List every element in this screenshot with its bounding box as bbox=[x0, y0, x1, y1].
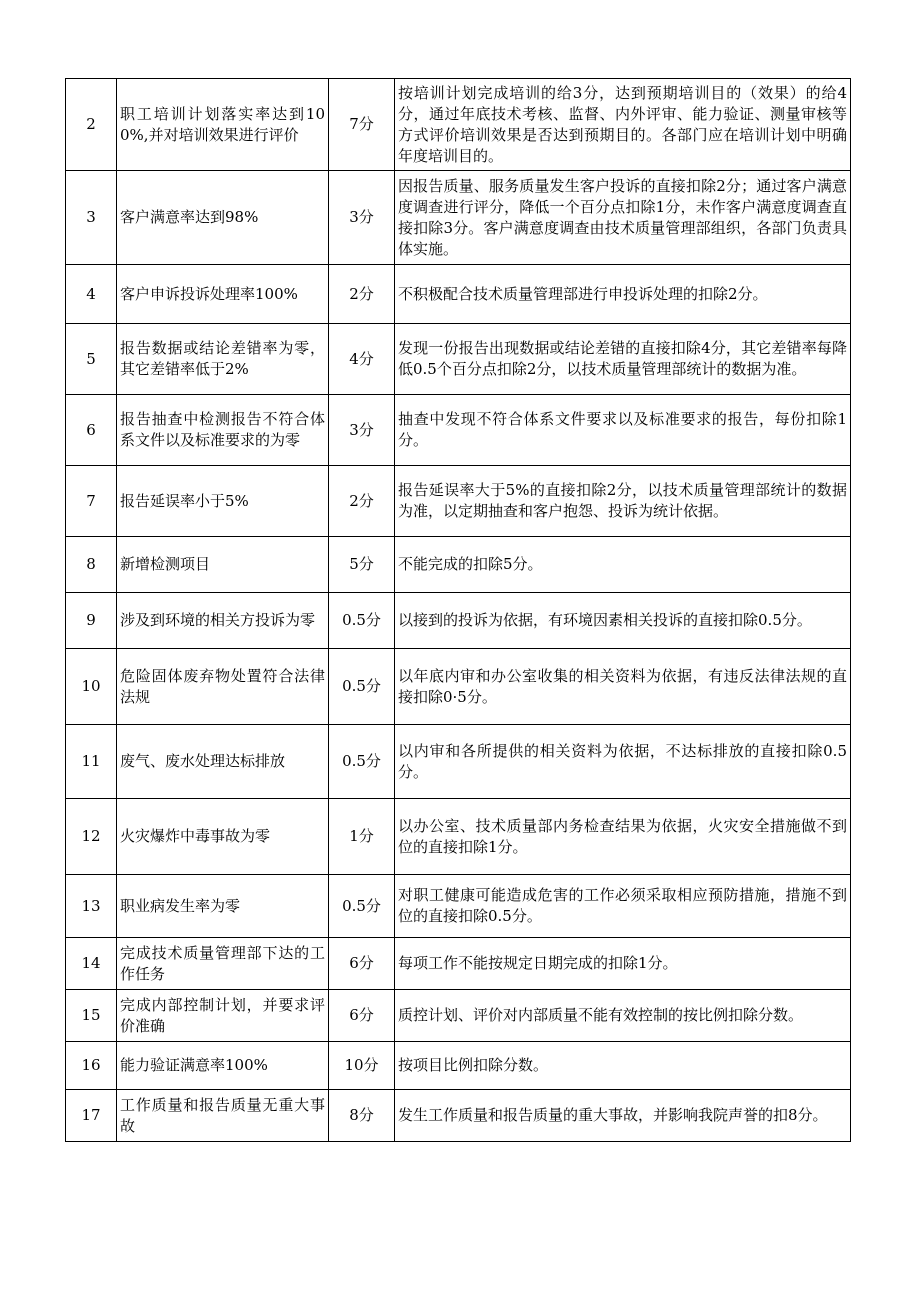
criterion-item: 完成内部控制计划，并要求评价准确 bbox=[117, 990, 329, 1042]
score-value: 4分 bbox=[329, 324, 395, 395]
scoring-rule: 以内审和各所提供的相关资料为依据，不达标排放的直接扣除0.5分。 bbox=[395, 725, 851, 799]
scoring-rule: 因报告质量、服务质量发生客户投诉的直接扣除2分；通过客户满意度调查进行评分，降低一个百分点扣除1分，未作客户满意度调查直接扣除3分。客户满意度调查由技术质量管理部组织，各部门负责具体实施。 bbox=[395, 171, 851, 265]
table-row bbox=[66, 990, 851, 1042]
scoring-rule: 以办公室、技术质量部内务检查结果为依据，火灾安全措施做不到位的直接扣除1分。 bbox=[395, 799, 851, 875]
criterion-item: 危险固体废弃物处置符合法律法规 bbox=[117, 649, 329, 725]
scoring-rule: 不积极配合技术质量管理部进行申投诉处理的扣除2分。 bbox=[395, 265, 851, 324]
criterion-item: 报告延误率小于5% bbox=[117, 466, 329, 537]
row-number: 4 bbox=[66, 265, 117, 324]
score-value: 3分 bbox=[329, 395, 395, 466]
scoring-rule: 报告延误率大于5%的直接扣除2分，以技术质量管理部统计的数据为准，以定期抽查和客户抱怨、投诉为统计依据。 bbox=[395, 466, 851, 537]
criterion-item: 涉及到环境的相关方投诉为零 bbox=[117, 593, 329, 649]
table-row bbox=[66, 1042, 851, 1090]
criterion-item: 工作质量和报告质量无重大事故 bbox=[117, 1090, 329, 1142]
score-value: 0.5分 bbox=[329, 875, 395, 938]
scoring-rule: 质控计划、评价对内部质量不能有效控制的按比例扣除分数。 bbox=[395, 990, 851, 1042]
table-row bbox=[66, 395, 851, 466]
criterion-item: 能力验证满意率100% bbox=[117, 1042, 329, 1090]
score-value: 0.5分 bbox=[329, 593, 395, 649]
scoring-rule: 发生工作质量和报告质量的重大事故，并影响我院声誉的扣8分。 bbox=[395, 1090, 851, 1142]
row-number: 16 bbox=[66, 1042, 117, 1090]
scoring-rule: 对职工健康可能造成危害的工作必须采取相应预防措施，措施不到位的直接扣除0.5分。 bbox=[395, 875, 851, 938]
table-row bbox=[66, 466, 851, 537]
score-value: 0.5分 bbox=[329, 725, 395, 799]
row-number: 6 bbox=[66, 395, 117, 466]
row-number: 10 bbox=[66, 649, 117, 725]
table-row bbox=[66, 1090, 851, 1142]
row-number: 7 bbox=[66, 466, 117, 537]
scoring-rule: 按项目比例扣除分数。 bbox=[395, 1042, 851, 1090]
score-value: 0.5分 bbox=[329, 649, 395, 725]
score-value: 6分 bbox=[329, 938, 395, 990]
criterion-item: 新增检测项目 bbox=[117, 537, 329, 593]
table-row bbox=[66, 875, 851, 938]
row-number: 11 bbox=[66, 725, 117, 799]
scoring-rule: 按培训计划完成培训的给3分，达到预期培训目的（效果）的给4分，通过年底技术考核、监督、内外评审、能力验证、测量审核等方式评价培训效果是否达到预期目的。各部门应在培训计划中明确年度培训目的。 bbox=[395, 79, 851, 171]
row-number: 8 bbox=[66, 537, 117, 593]
scoring-rule: 发现一份报告出现数据或结论差错的直接扣除4分，其它差错率每降低0.5个百分点扣除2分，以技术质量管理部统计的数据为准。 bbox=[395, 324, 851, 395]
row-number: 3 bbox=[66, 171, 117, 265]
criterion-item: 客户申诉投诉处理率100% bbox=[117, 265, 329, 324]
criterion-item: 职工培训计划落实率达到100%,并对培训效果进行评价 bbox=[117, 79, 329, 171]
criterion-item: 报告数据或结论差错率为零，其它差错率低于2% bbox=[117, 324, 329, 395]
table-row bbox=[66, 593, 851, 649]
score-value: 7分 bbox=[329, 79, 395, 171]
table-row bbox=[66, 725, 851, 799]
row-number: 15 bbox=[66, 990, 117, 1042]
row-number: 9 bbox=[66, 593, 117, 649]
criterion-item: 报告抽查中检测报告不符合体系文件以及标准要求的为零 bbox=[117, 395, 329, 466]
criterion-item: 火灾爆炸中毒事故为零 bbox=[117, 799, 329, 875]
table-row bbox=[66, 938, 851, 990]
scoring-rule: 不能完成的扣除5分。 bbox=[395, 537, 851, 593]
score-value: 1分 bbox=[329, 799, 395, 875]
score-value: 2分 bbox=[329, 466, 395, 537]
row-number: 17 bbox=[66, 1090, 117, 1142]
table-row bbox=[66, 171, 851, 265]
table-row bbox=[66, 799, 851, 875]
criterion-item: 职业病发生率为零 bbox=[117, 875, 329, 938]
row-number: 2 bbox=[66, 79, 117, 171]
row-number: 13 bbox=[66, 875, 117, 938]
scoring-rule: 每项工作不能按规定日期完成的扣除1分。 bbox=[395, 938, 851, 990]
table-row bbox=[66, 537, 851, 593]
score-value: 5分 bbox=[329, 537, 395, 593]
score-value: 10分 bbox=[329, 1042, 395, 1090]
row-number: 5 bbox=[66, 324, 117, 395]
assessment-table bbox=[65, 78, 851, 1142]
score-value: 2分 bbox=[329, 265, 395, 324]
score-value: 6分 bbox=[329, 990, 395, 1042]
table-row bbox=[66, 649, 851, 725]
table-row bbox=[66, 324, 851, 395]
scoring-rule: 以年底内审和办公室收集的相关资料为依据，有违反法律法规的直接扣除0·5分。 bbox=[395, 649, 851, 725]
criterion-item: 客户满意率达到98% bbox=[117, 171, 329, 265]
criterion-item: 完成技术质量管理部下达的工作任务 bbox=[117, 938, 329, 990]
score-value: 3分 bbox=[329, 171, 395, 265]
table-row bbox=[66, 265, 851, 324]
scoring-rule: 抽查中发现不符合体系文件要求以及标准要求的报告，每份扣除1分。 bbox=[395, 395, 851, 466]
row-number: 14 bbox=[66, 938, 117, 990]
score-value: 8分 bbox=[329, 1090, 395, 1142]
criterion-item: 废气、废水处理达标排放 bbox=[117, 725, 329, 799]
scoring-rule: 以接到的投诉为依据，有环境因素相关投诉的直接扣除0.5分。 bbox=[395, 593, 851, 649]
table-row bbox=[66, 79, 851, 171]
row-number: 12 bbox=[66, 799, 117, 875]
